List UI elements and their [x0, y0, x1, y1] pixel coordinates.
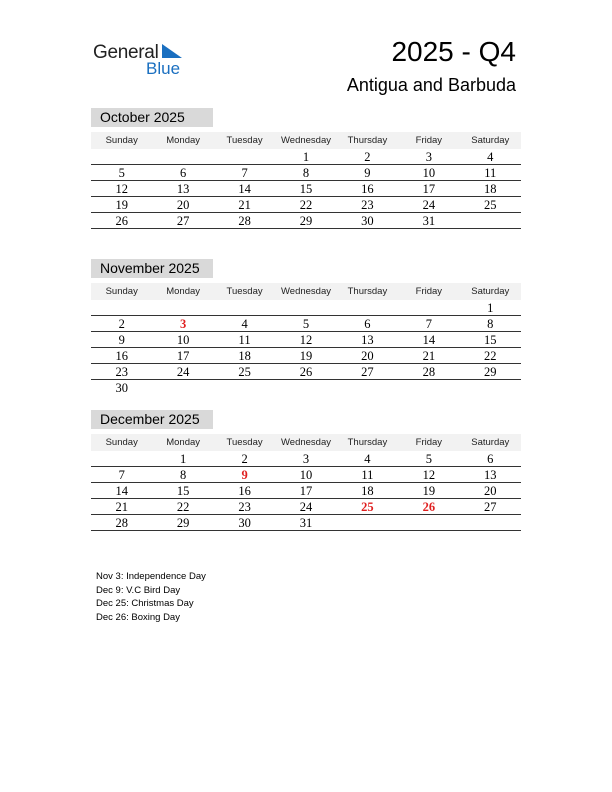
day-cell	[398, 515, 459, 532]
weekday-header: Wednesday	[280, 286, 331, 297]
day-cell: 4	[364, 452, 371, 466]
day-cell: 7	[118, 468, 125, 482]
weekday-header: Wednesday	[280, 437, 331, 448]
day-cell: 1	[487, 301, 494, 315]
day-cell: 24	[299, 500, 313, 514]
weekday-header-row	[91, 132, 521, 149]
day-cell: 29	[299, 214, 313, 228]
week-row	[91, 149, 521, 165]
day-cell: 29	[176, 516, 190, 530]
day-cell	[275, 380, 336, 397]
day-cell-holiday: 3	[180, 317, 187, 331]
month-title: December 2025	[91, 410, 213, 429]
day-cell-holiday: 9	[241, 468, 248, 482]
weekday-header: Sunday	[105, 437, 138, 448]
day-cell: 25	[484, 198, 497, 212]
day-cell: 27	[361, 365, 374, 379]
day-cell: 18	[484, 182, 497, 196]
weekday-header: Tuesday	[226, 135, 263, 146]
country-name: Antigua and Barbuda	[346, 75, 516, 95]
day-cell: 21	[115, 500, 128, 514]
day-cell: 2	[241, 452, 248, 466]
day-cell: 21	[238, 198, 251, 212]
day-cell: 7	[241, 166, 248, 180]
day-cell	[460, 380, 521, 397]
week-row	[91, 380, 521, 396]
weekday-header: Monday	[166, 135, 201, 146]
day-cell: 4	[487, 150, 494, 164]
weekday-header-row	[91, 283, 521, 300]
day-cell	[152, 149, 213, 166]
day-cell: 10	[299, 468, 313, 482]
day-cell: 17	[422, 182, 436, 196]
day-cell: 14	[115, 484, 128, 498]
day-cell: 22	[299, 198, 313, 212]
day-cell: 31	[299, 516, 313, 530]
day-cell: 7	[425, 317, 432, 331]
day-cell	[337, 300, 398, 317]
day-cell: 18	[238, 349, 251, 363]
logo-text-blue: Blue	[146, 59, 181, 78]
day-cell: 5	[302, 317, 310, 331]
day-cell: 17	[299, 484, 313, 498]
day-cell: 1	[180, 452, 187, 466]
logo-triangle-icon	[162, 44, 182, 58]
day-cell: 11	[361, 468, 374, 482]
day-cell: 24	[422, 198, 436, 212]
weekday-header: Monday	[166, 286, 201, 297]
day-cell: 16	[115, 349, 128, 363]
day-cell	[91, 451, 152, 468]
day-cell: 15	[176, 484, 190, 498]
weekday-header: Tuesday	[226, 286, 263, 297]
day-cell: 1	[302, 150, 310, 164]
weekday-header: Tuesday	[226, 437, 263, 448]
week-row	[91, 316, 521, 332]
week-row	[91, 451, 521, 467]
week-row	[91, 364, 521, 380]
weekday-header: Wednesday	[280, 135, 331, 146]
day-cell: 18	[361, 484, 374, 498]
weekday-header: Thursday	[347, 286, 388, 297]
day-cell: 5	[118, 166, 125, 180]
day-cell: 19	[422, 484, 436, 498]
holiday-list	[96, 570, 206, 624]
day-cell-holiday: 26	[422, 500, 436, 514]
day-cell: 16	[238, 484, 251, 498]
day-cell	[91, 149, 152, 166]
day-cell	[275, 300, 336, 317]
day-cell: 10	[176, 333, 190, 347]
week-row	[91, 181, 521, 197]
day-cell: 4	[241, 317, 248, 331]
weekday-header: Friday	[415, 286, 443, 297]
day-cell: 9	[364, 166, 371, 180]
day-cell: 20	[176, 198, 190, 212]
day-cell: 10	[422, 166, 436, 180]
day-cell: 8	[302, 166, 310, 180]
weekday-header-row	[91, 434, 521, 451]
day-cell: 6	[364, 317, 371, 331]
weekday-header: Monday	[166, 437, 201, 448]
week-row	[91, 348, 521, 364]
day-cell: 12	[422, 468, 436, 482]
holiday-entry: Nov 3: Independence Day	[96, 571, 206, 582]
month-november	[91, 259, 521, 396]
week-row	[91, 300, 521, 316]
day-cell	[398, 300, 459, 317]
weekday-header: Sunday	[105, 286, 138, 297]
day-cell: 25	[238, 365, 251, 379]
week-row	[91, 515, 521, 531]
day-cell	[460, 213, 521, 230]
day-cell: 12	[115, 182, 128, 196]
month-october	[91, 108, 521, 229]
weekday-header: Saturday	[471, 286, 510, 297]
day-cell: 20	[484, 484, 497, 498]
weekday-header: Sunday	[105, 135, 138, 146]
day-cell: 12	[299, 333, 313, 347]
weekday-header: Saturday	[471, 437, 510, 448]
day-cell: 19	[299, 349, 313, 363]
day-cell: 2	[118, 317, 125, 331]
day-cell: 8	[487, 317, 494, 331]
day-cell: 22	[176, 500, 190, 514]
day-cell: 27	[176, 214, 190, 228]
day-cell: 6	[180, 166, 187, 180]
day-cell: 3	[302, 452, 310, 466]
day-cell: 27	[484, 500, 497, 514]
day-cell: 15	[484, 333, 497, 347]
day-cell	[91, 300, 152, 317]
weekday-header: Friday	[415, 135, 443, 146]
day-cell: 8	[180, 468, 187, 482]
logo	[93, 40, 193, 80]
day-cell	[337, 515, 398, 532]
month-title: October 2025	[91, 108, 213, 127]
weekday-header: Saturday	[471, 135, 510, 146]
day-cell: 21	[422, 349, 436, 363]
day-cell: 2	[364, 150, 371, 164]
day-cell: 30	[361, 214, 374, 228]
weekday-header: Thursday	[347, 437, 388, 448]
day-cell: 31	[422, 214, 436, 228]
holiday-entry: Dec 9: V.C Bird Day	[96, 584, 181, 596]
day-cell: 13	[176, 182, 190, 196]
day-cell: 5	[425, 452, 432, 466]
day-cell: 24	[176, 365, 190, 379]
day-cell	[214, 300, 275, 317]
day-cell	[214, 380, 275, 397]
day-cell	[152, 380, 213, 397]
week-row	[91, 483, 521, 499]
day-cell	[398, 380, 459, 397]
day-cell: 9	[118, 333, 125, 347]
day-cell: 29	[484, 365, 497, 379]
day-cell	[214, 149, 275, 166]
week-row	[91, 332, 521, 348]
page-title: 2025 - Q4	[391, 36, 516, 67]
day-cell: 17	[176, 349, 190, 363]
week-row	[91, 467, 521, 483]
week-row	[91, 165, 521, 181]
week-row	[91, 197, 521, 213]
week-row	[91, 499, 521, 515]
weekday-header: Friday	[415, 437, 443, 448]
day-cell: 22	[484, 349, 497, 363]
day-cell: 13	[361, 333, 374, 347]
day-cell: 16	[361, 182, 374, 196]
day-cell: 11	[484, 166, 497, 180]
week-row	[91, 213, 521, 229]
day-cell-holiday: 25	[361, 500, 374, 514]
logo-text-general: General	[93, 42, 159, 63]
day-cell: 30	[238, 516, 251, 530]
holiday-entry: Dec 25: Christmas Day	[96, 598, 194, 609]
day-cell: 14	[422, 333, 436, 347]
day-cell: 6	[487, 452, 494, 466]
day-cell	[152, 300, 213, 317]
day-cell: 28	[422, 365, 436, 379]
holiday-entry: Dec 26: Boxing Day	[96, 611, 180, 623]
day-cell	[337, 380, 398, 397]
day-cell: 28	[115, 516, 128, 530]
day-cell: 11	[238, 333, 251, 347]
day-cell	[460, 515, 521, 532]
day-cell: 26	[115, 214, 128, 228]
day-cell: 23	[115, 365, 128, 379]
day-cell: 23	[361, 198, 374, 212]
day-cell: 23	[238, 500, 251, 514]
month-december	[91, 410, 521, 531]
day-cell: 30	[115, 381, 128, 395]
day-cell: 15	[299, 182, 313, 196]
day-cell: 20	[361, 349, 374, 363]
weekday-header: Thursday	[347, 135, 388, 146]
day-cell: 28	[238, 214, 251, 228]
month-title: November 2025	[91, 259, 213, 278]
day-cell: 19	[115, 198, 128, 212]
day-cell: 3	[425, 150, 432, 164]
day-cell: 14	[238, 182, 251, 196]
day-cell: 13	[484, 468, 497, 482]
day-cell: 26	[299, 365, 313, 379]
